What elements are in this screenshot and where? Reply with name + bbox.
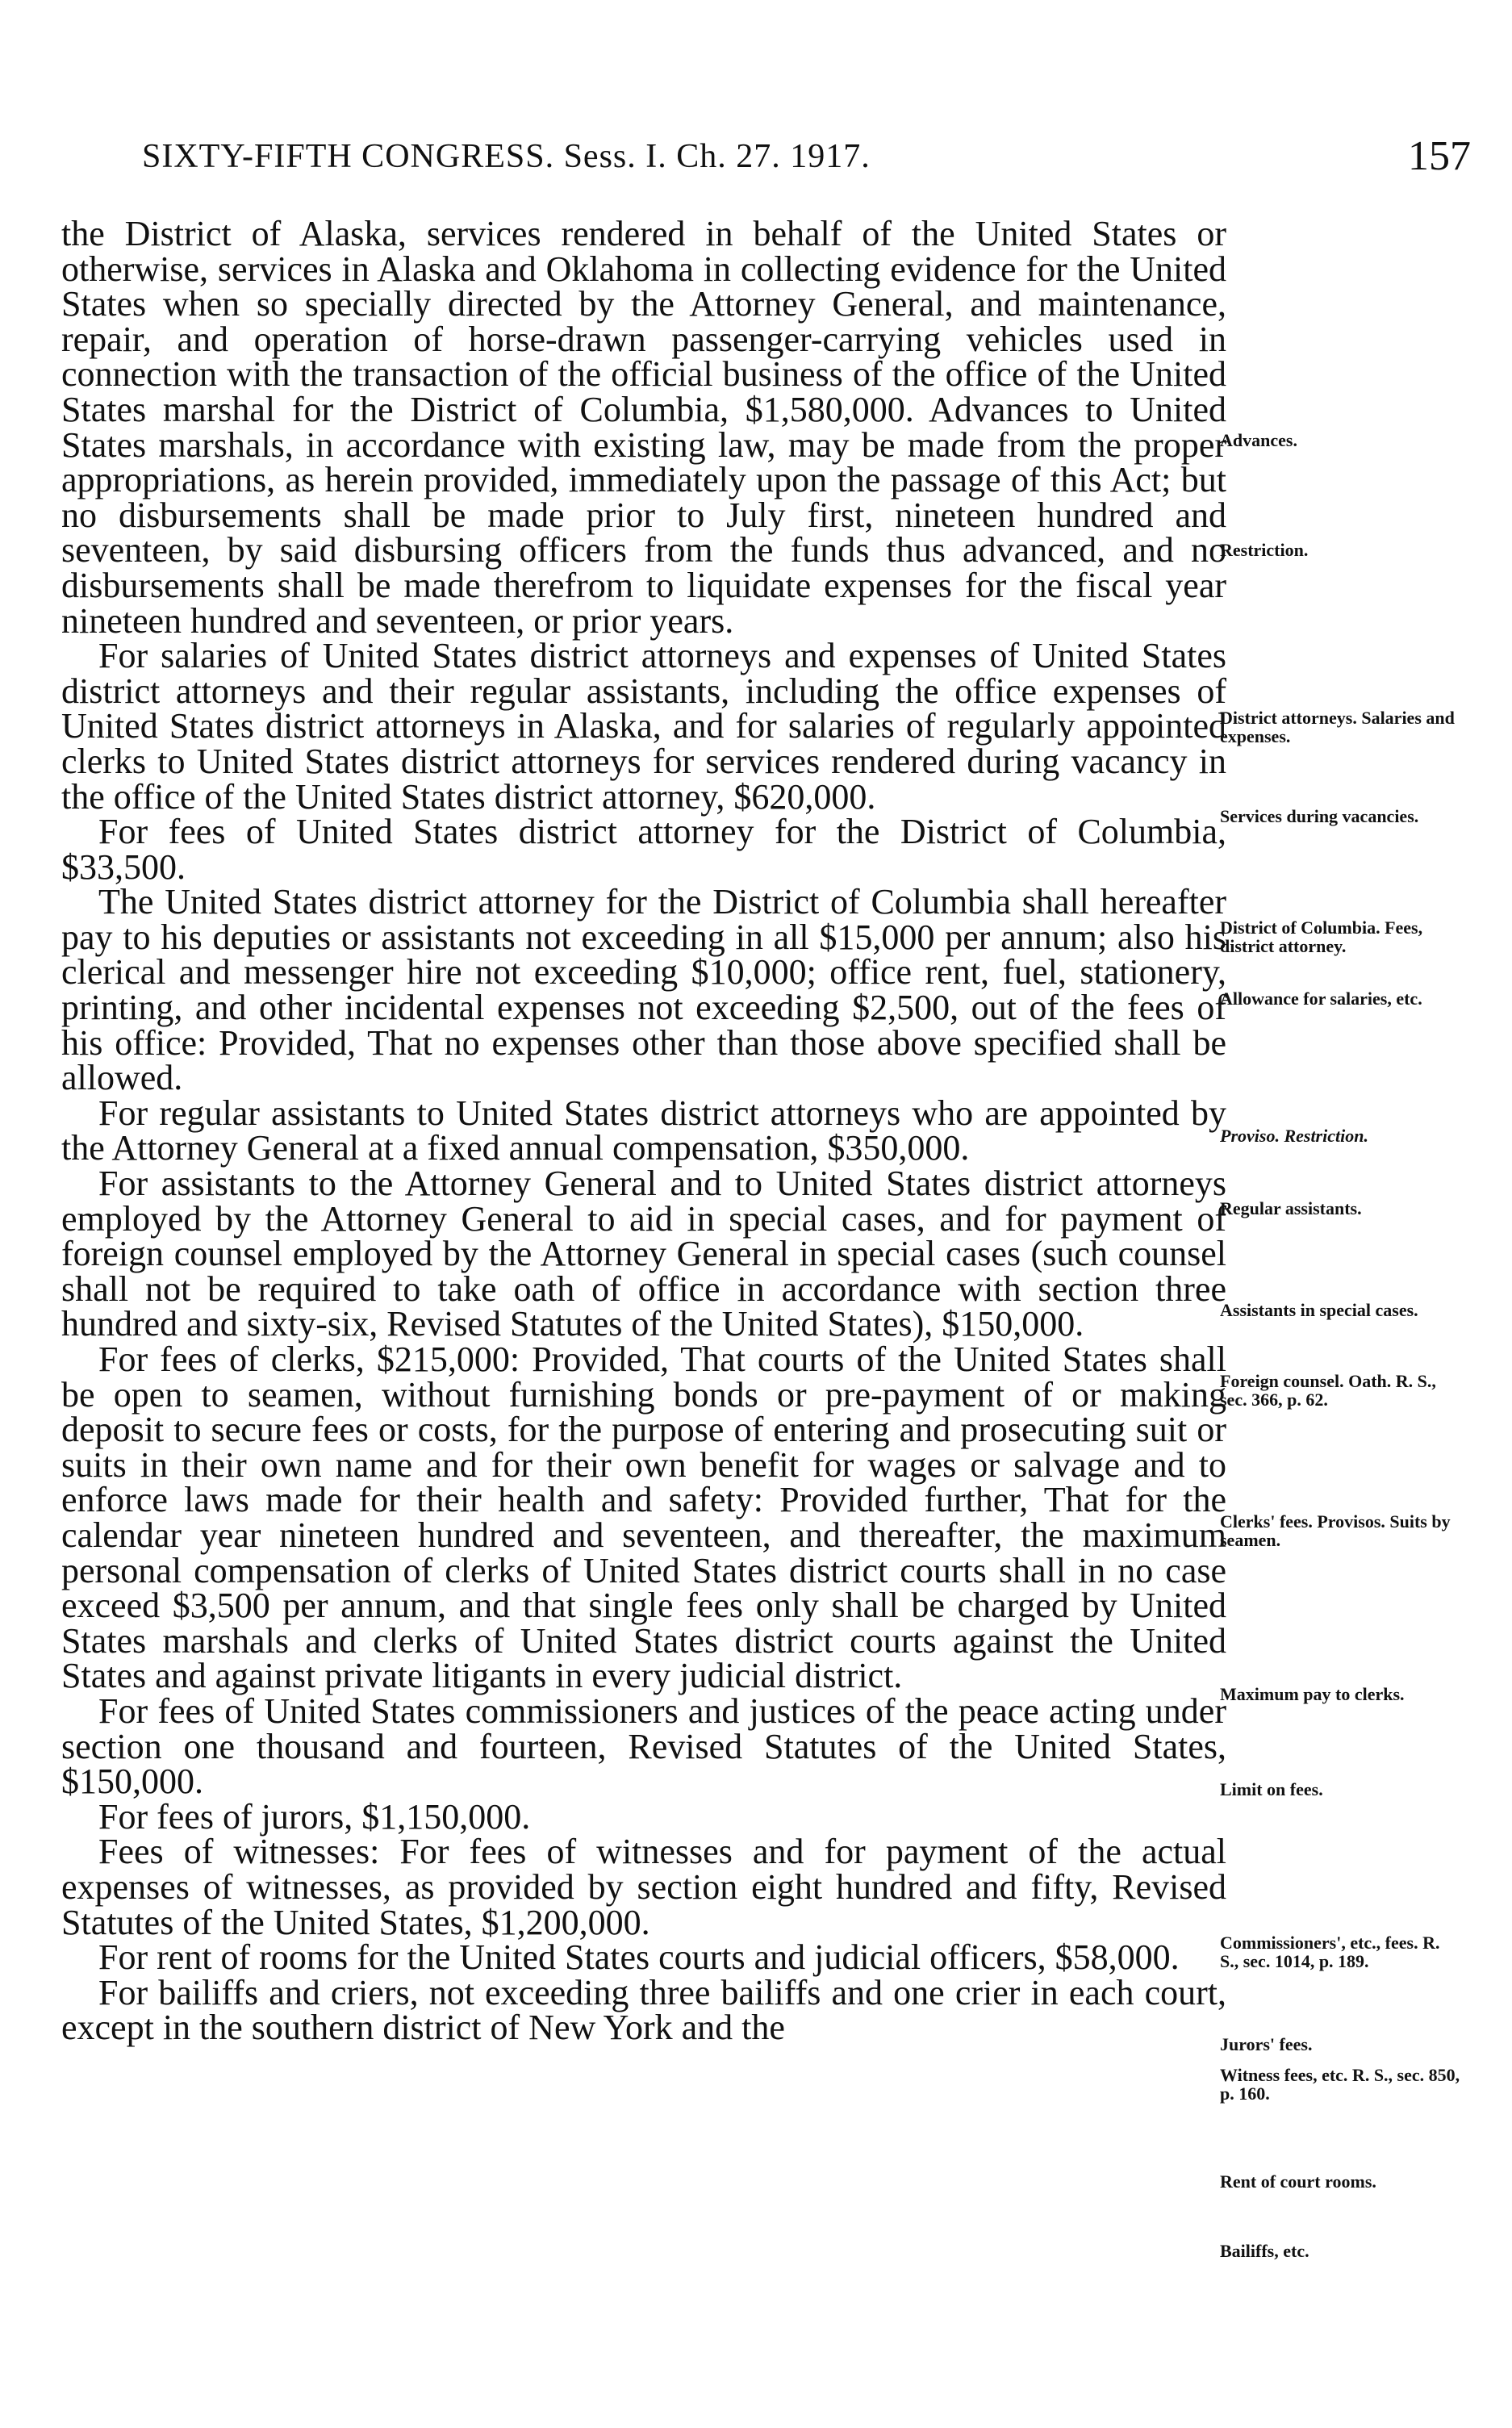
margin-note: Commissioners', etc., fees. R. S., sec. 1014, p. 189. xyxy=(1220,1933,1440,1971)
margin-note: Proviso. Restriction. xyxy=(1220,1126,1368,1146)
margin-note: Rent of court rooms. xyxy=(1220,2171,1376,2192)
margin-note: Jurors' fees. xyxy=(1220,2034,1313,2054)
margin-note: Allowance for salaries, etc. xyxy=(1220,988,1422,1009)
margin-note: Bailiffs, etc. xyxy=(1220,2241,1309,2261)
paragraph: the District of Alaska, services rendered in behalf of the United States or otherwise, services in Alaska and Oklahoma in collecting evidence for the United States when so specially directed by the Attorney General, and maintenance, repair, and operation of horse-drawn passenger-carrying vehicles used in connection with the transaction of the official business of the office of the United States marshal for the District of Columbia, $1,580,000. Advances to United States marshals, in accordance with existing law, may be made from the proper appropriations, as herein provided, immediately upon the passage of this Act; but no disbursements shall be made prior to July first, nineteen hundred and seventeen, by said disbursing officers from the funds thus advanced, and no disbursements shall be made therefrom to liquidate expenses for the fiscal year nineteen hundred and seventeen, or prior years. xyxy=(61,214,1226,641)
margin-note: Regular assistants. xyxy=(1220,1198,1362,1218)
page-number: 157 xyxy=(1408,133,1471,179)
paragraph: For fees of United States district attorney for the District of Columbia, $33,500. xyxy=(61,812,1226,887)
margin-note: Services during vacancies. xyxy=(1220,806,1419,826)
paragraph: For assistants to the Attorney General and to United States district attorneys employed by the Attorney General to aid in special cases, and for payment of foreign counsel employed by the Attorney General in special cases (such counsel shall not be required to take oath of office in accordance with section three hundred and sixty-six, Revised Statutes of the United States), $150,000. xyxy=(61,1164,1226,1344)
margin-note: Assistants in special cases. xyxy=(1220,1300,1418,1320)
paragraph: Fees of witnesses: For fees of witnesses and for payment of the actual expenses of witnesses, as provided by section eight hundred and fifty, Revised Statutes of the United States, $1,200,000. xyxy=(61,1832,1226,1942)
paragraph: For salaries of United States district attorneys and expenses of United States district attorneys and their regular assistants, including the office expenses of United States district attorneys in Alaska, and for salaries of regularly appointed clerks to United States district attorneys for services rendered during vacancy in the office of the United States district attorney, $620,000. xyxy=(61,636,1226,817)
margin-note: Restriction. xyxy=(1220,540,1309,560)
margin-note: District of Columbia. Fees, district attorney. xyxy=(1220,917,1423,956)
margin-note: Advances. xyxy=(1220,430,1297,450)
paragraph: For fees of clerks, $215,000: Provided, That courts of the United States shall be open to seamen, without furnishing bonds or pre-payment of or making deposit to secure fees or costs, for the purpose of entering and prosecuting suit or suits in their own name and for their own benefit for wages or salvage and to enforce laws made for their health and safety: Provided further, That for the calendar year nineteen hundred and seventeen, and thereafter, the maximum personal compensation of clerks of United States district courts shall in no case exceed $3,500 per annum, and that single fees only shall be charged by United States marshals and clerks of United States district courts against the United States and against private litigants in every judicial district. xyxy=(61,1339,1226,1696)
paragraph: For bailiffs and criers, not exceeding three bailiffs and one crier in each court, except in the southern district of New York and the xyxy=(61,1972,1226,2048)
paragraph: For regular assistants to United States district attorneys who are appointed by the Attorney General at a fixed annual compensation, $350,000. xyxy=(61,1093,1226,1168)
paragraph: The United States district attorney for the District of Columbia shall hereafter pay to his deputies or assistants not exceeding in all $15,000 per annum; also his clerical and messenger hire not exceeding $10,000; office rent, fuel, stationery, printing, and other incidental expenses not exceeding $2,500, out of the fees of his office: Provided, That no expenses other than those above specified shall be allowed. xyxy=(61,882,1226,1098)
running-header xyxy=(0,133,1512,186)
margin-note: Limit on fees. xyxy=(1220,1779,1323,1799)
margin-note: District attorneys. Salaries and expenses. xyxy=(1220,708,1455,746)
header-title: SIXTY-FIFTH CONGRESS. Sess. I. Ch. 27. 1917. xyxy=(142,138,871,175)
margin-note: Witness fees, etc. R. S., sec. 850, p. 160. xyxy=(1220,2065,1460,2104)
paragraph: For rent of rooms for the United States courts and judicial officers, $58,000. xyxy=(98,1937,1180,1978)
paragraph: For fees of United States commissioners and justices of the peace acting under section one thousand and fourteen, Revised Statutes of the United States, $150,000. xyxy=(61,1690,1226,1802)
margin-note: Maximum pay to clerks. xyxy=(1220,1684,1405,1704)
margin-note: Foreign counsel. Oath. R. S., sec. 366, p. 62. xyxy=(1220,1371,1436,1410)
margin-note: Clerks' fees. Provisos. Suits by seamen. xyxy=(1220,1511,1451,1550)
main-text xyxy=(61,216,1226,2046)
paragraph: For fees of jurors, $1,150,000. xyxy=(98,1796,531,1837)
